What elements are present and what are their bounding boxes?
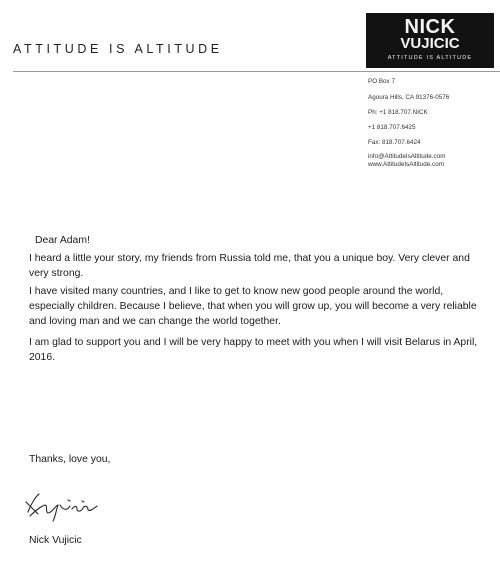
letter-closing: Thanks, love you,: [29, 454, 111, 465]
letterhead-tagline: ATTITUDE IS ALTITUDE: [13, 42, 223, 56]
letter-paragraph-1: I heard a little your story, my friends from Russia told me, that you a unique boy. Very clever and very strong.: [29, 253, 470, 279]
nick-vujicic-logo: [366, 13, 494, 68]
logo-surname: VUJICIC: [400, 35, 460, 52]
contact-phone-2: +1 818.707.6425: [368, 124, 416, 131]
contact-email: info@AttitudeIsAltitude.com: [368, 153, 446, 160]
contact-phone: Ph: +1 818.707.NICK: [368, 109, 428, 116]
logo-tagline: ATTITUDE IS ALTITUDE: [387, 55, 473, 61]
contact-address: Agoura Hills, CA 91376-0576: [368, 94, 450, 101]
logo-first-name: NICK: [404, 16, 456, 38]
contact-po-box: PO Box 7: [368, 78, 395, 85]
letter-paragraph-2: I have visited many countries, and I like to get to know new good people around the world, especially children. Because I believe, that when you will grow up, you will become a very reliable and loving man and we can change the world together.: [29, 286, 477, 327]
handwritten-signature: [22, 492, 112, 524]
header-rule: [13, 71, 500, 72]
letter-signature-name: Nick Vujicic: [29, 535, 82, 546]
contact-fax: Fax: 818.707.6424: [368, 139, 421, 146]
letter-greeting: Dear Adam!: [35, 235, 90, 246]
contact-website: www.AttitudeIsAltitude.com: [368, 161, 444, 168]
letter-paragraph-3: I am glad to support you and I will be very happy to meet with you when I will visit Belarus in April, 2016.: [29, 337, 478, 363]
